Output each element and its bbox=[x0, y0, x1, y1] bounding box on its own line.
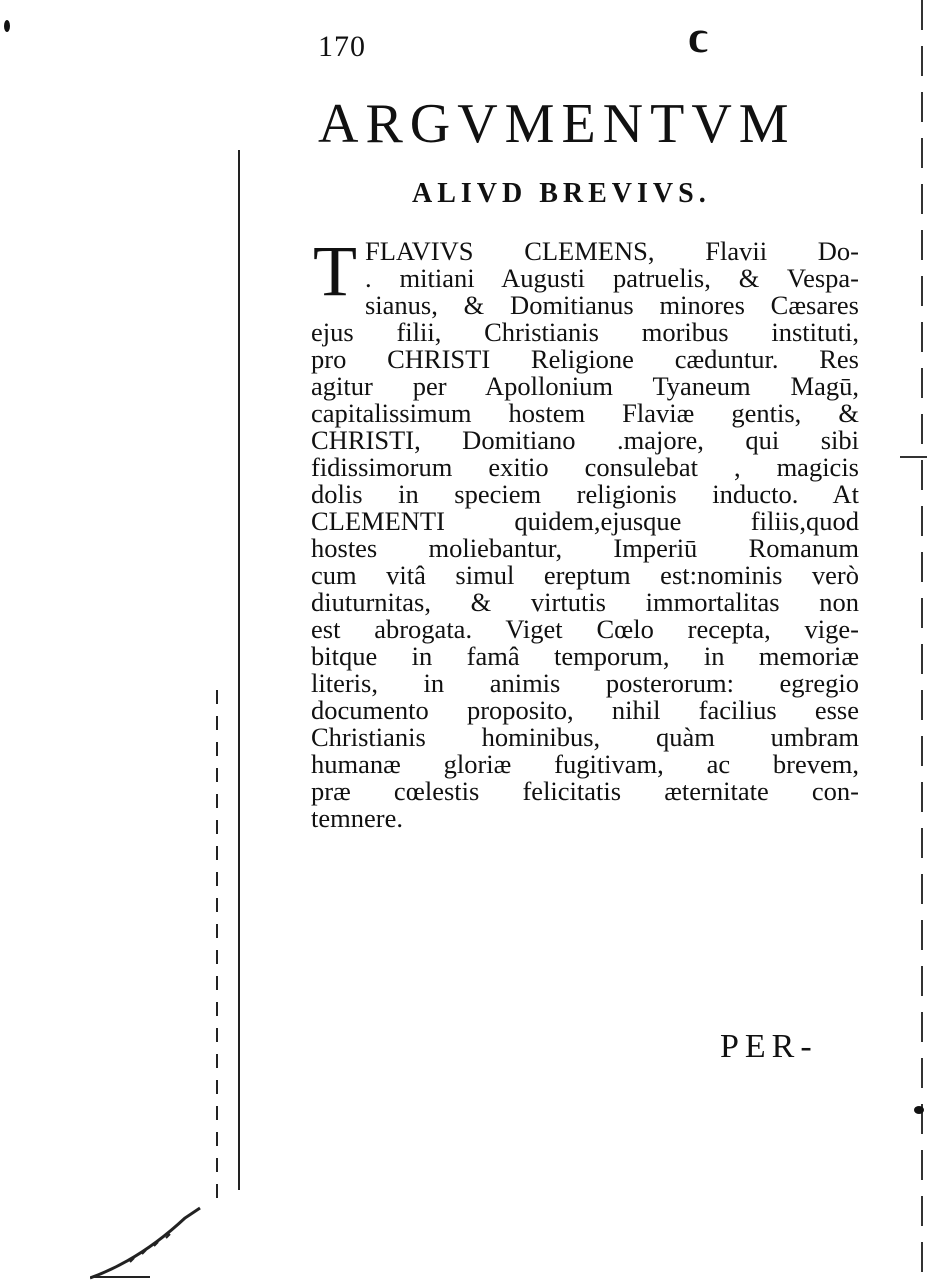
drop-cap: T bbox=[313, 231, 357, 311]
page-title: ARGVMENTVM bbox=[318, 93, 796, 155]
text-line: capitalissimum hostem Flaviæ gentis, & bbox=[311, 398, 859, 428]
text-line: FLAVIVS CLEMENS, Flavii Do- bbox=[364, 236, 859, 266]
text-line: CHRISTI, Domitiano .majore, qui sibi bbox=[311, 425, 859, 455]
text-line: cum vitâ simul ereptum est:nominis verò bbox=[311, 560, 859, 590]
text-line: CLEMENTI quidem,ejusque filiis,quod bbox=[311, 506, 859, 536]
text-line: est abrogata. Viget Cœlo recepta, vige- bbox=[311, 614, 859, 644]
text-line: Christianis hominibus, quàm umbram bbox=[311, 722, 859, 752]
binding-gutter-marks bbox=[216, 690, 218, 1210]
text-line: diuturnitas, & virtutis immortalitas non bbox=[311, 587, 859, 617]
ornament-mark: ϲ bbox=[688, 11, 709, 62]
text-line: sianus, & Domitianus minores Cæsares bbox=[364, 290, 859, 320]
bottom-rule bbox=[92, 1276, 150, 1278]
text-line: temnere. bbox=[311, 803, 403, 833]
text-line: agitur per Apollonium Tyaneum Magū, bbox=[311, 371, 859, 401]
text-line: præ cœlestis felicitatis æternitate con- bbox=[311, 776, 859, 806]
page-edge-line bbox=[921, 0, 923, 1281]
page-edge-mark bbox=[900, 456, 927, 458]
binding-curve bbox=[90, 1200, 210, 1280]
text-line: dolis in speciem religionis inducto. At bbox=[311, 479, 859, 509]
text-line: hostes moliebantur, Imperiū Romanum bbox=[311, 533, 859, 563]
binding-gutter-line bbox=[238, 150, 240, 1190]
text-line: bitque in famâ temporum, in memoriæ bbox=[311, 641, 859, 671]
ink-blot bbox=[914, 1106, 924, 1114]
text-line: . mitiani Augusti patruelis, & Vespa- bbox=[364, 263, 859, 293]
page-number: 170 bbox=[318, 30, 366, 63]
text-line: documento proposito, nihil facilius esse bbox=[311, 695, 859, 725]
text-line: literis, in animis posterorum: egregio bbox=[311, 668, 859, 698]
text-line: fidissimorum exitio consulebat , magicis bbox=[311, 452, 859, 482]
ink-blot bbox=[4, 20, 10, 32]
page-subtitle: ALIVD BREVIVS. bbox=[412, 178, 711, 209]
text-line: humanæ gloriæ fugitivam, ac brevem, bbox=[311, 749, 859, 779]
text-line: pro CHRISTI Religione cæduntur. Res bbox=[311, 344, 859, 374]
text-line: ejus filii, Christianis moribus instituti, bbox=[311, 317, 859, 347]
catchword: PER- bbox=[720, 1028, 818, 1065]
argument-text bbox=[311, 231, 859, 833]
